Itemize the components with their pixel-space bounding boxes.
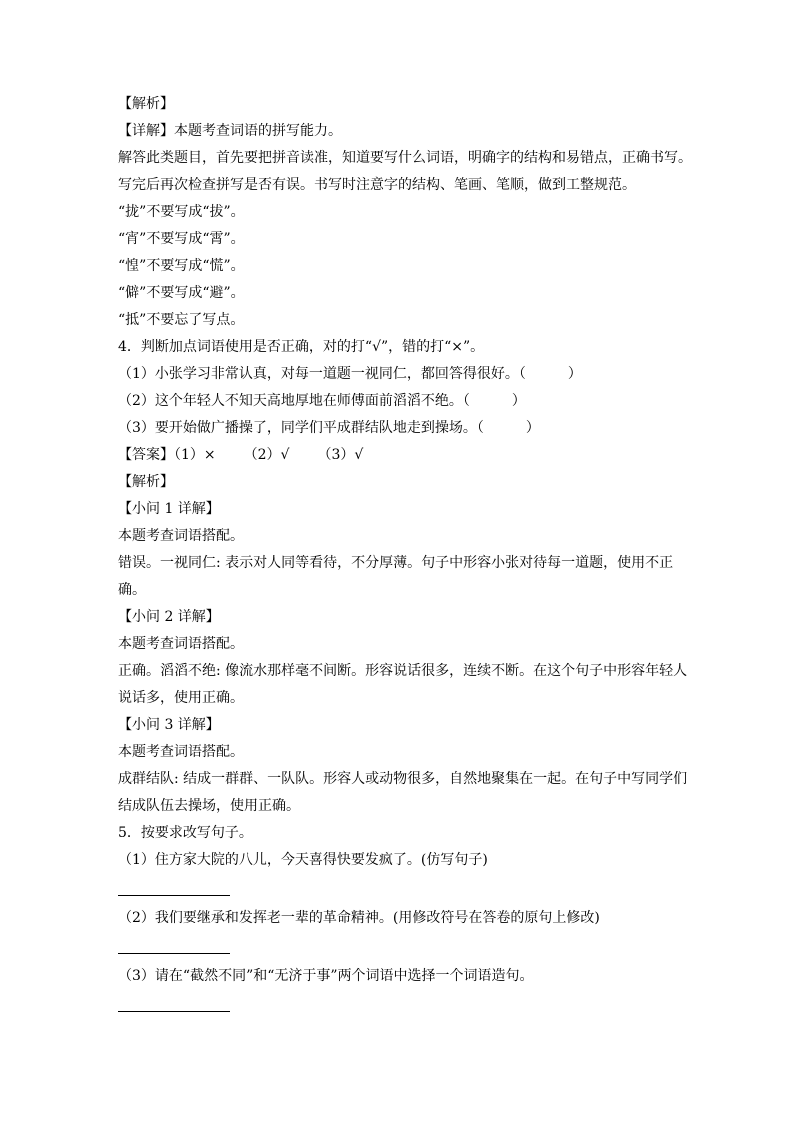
answer-blank-line (118, 990, 230, 1012)
answer-blank-line (118, 874, 230, 896)
answer-blank-line (118, 932, 230, 954)
answer-label: 【答案】 (118, 447, 174, 463)
spelling-note: “僻”不要写成“避”。 (118, 285, 245, 301)
sub-question-lead: 本题考查词语搭配。 (118, 744, 244, 760)
question-4-title: 4．判断加点词语使用是否正确，对的打“√”，错的打“×”。 (118, 339, 485, 355)
spelling-note: “抵”不要忘了写点。 (118, 312, 245, 328)
explanation-paragraph-2: 写完后再次检查拼写是否有误。书写时注意字的结构、笔画、笔顺，做到工整规范。 (118, 177, 636, 193)
question-5-item: （3）请在“截然不同”和“无济于事”两个词语中选择一个词语造句。 (118, 968, 534, 984)
answer-item: （1）× (174, 447, 216, 463)
sub-question-heading: 【小问 3 详解】 (118, 717, 220, 733)
answer-item: （2）√ (243, 447, 290, 463)
analysis-heading: 【解析】 (118, 474, 174, 490)
document-page (118, 91, 692, 1021)
spelling-note: “拢”不要写成“拔”。 (118, 204, 245, 220)
question-5-item: （2）我们要继承和发挥老一辈的革命精神。(用修改符号在答卷的原句上修改) (118, 910, 600, 926)
sub-question-lead: 本题考查词语搭配。 (118, 636, 244, 652)
analysis-heading: 【解析】 (118, 96, 174, 112)
sub-question-heading: 【小问 2 详解】 (118, 609, 220, 625)
spelling-note: “宵”不要写成“霄”。 (118, 231, 245, 247)
question-4-item: （2）这个年轻人不知天高地厚地在师傅面前滔滔不绝。（ ） (118, 393, 526, 409)
question-4-item: （1）小张学习非常认真，对每一道题一视同仁，都回答得很好。（ ） (118, 366, 582, 382)
question-4-item: （3）要开始做广播操了，同学们平成群结队地走到操场。（ ） (118, 420, 540, 436)
sub-question-heading: 【小问 1 详解】 (118, 501, 220, 517)
sub-question-body: 正确。滔滔不绝: 像流水那样毫不间断。形容说话很多，连续不断。在这个句子中形容年轻人说话多，使用正确。 (118, 663, 688, 706)
sub-question-lead: 本题考查词语搭配。 (118, 528, 244, 544)
question-5-item: （1）住方家大院的八儿，今天喜得快要发疯了。(仿写句子) (118, 852, 488, 868)
answer-item: （3）√ (317, 447, 364, 463)
explanation-paragraph-1: 解答此类题目，首先要把拼音读准，知道要写什么词语，明确字的结构和易错点，正确书写。 (118, 150, 692, 166)
detail-heading: 【详解】本题考查词语的拼写能力。 (118, 123, 342, 139)
sub-question-body: 错误。一视同仁: 表示对人同等看待，不分厚薄。句子中形容小张对待每一道题，使用不正确。 (118, 555, 674, 598)
sub-question-body: 成群结队: 结成一群群、一队队。形容人或动物很多，自然地聚集在一起。在句子中写同学们结成队伍去操场，使用正确。 (118, 771, 688, 814)
question-5-title: 5．按要求改写句子。 (118, 825, 253, 841)
spelling-note: “惶”不要写成“慌”。 (118, 258, 245, 274)
answer-line (118, 442, 688, 469)
